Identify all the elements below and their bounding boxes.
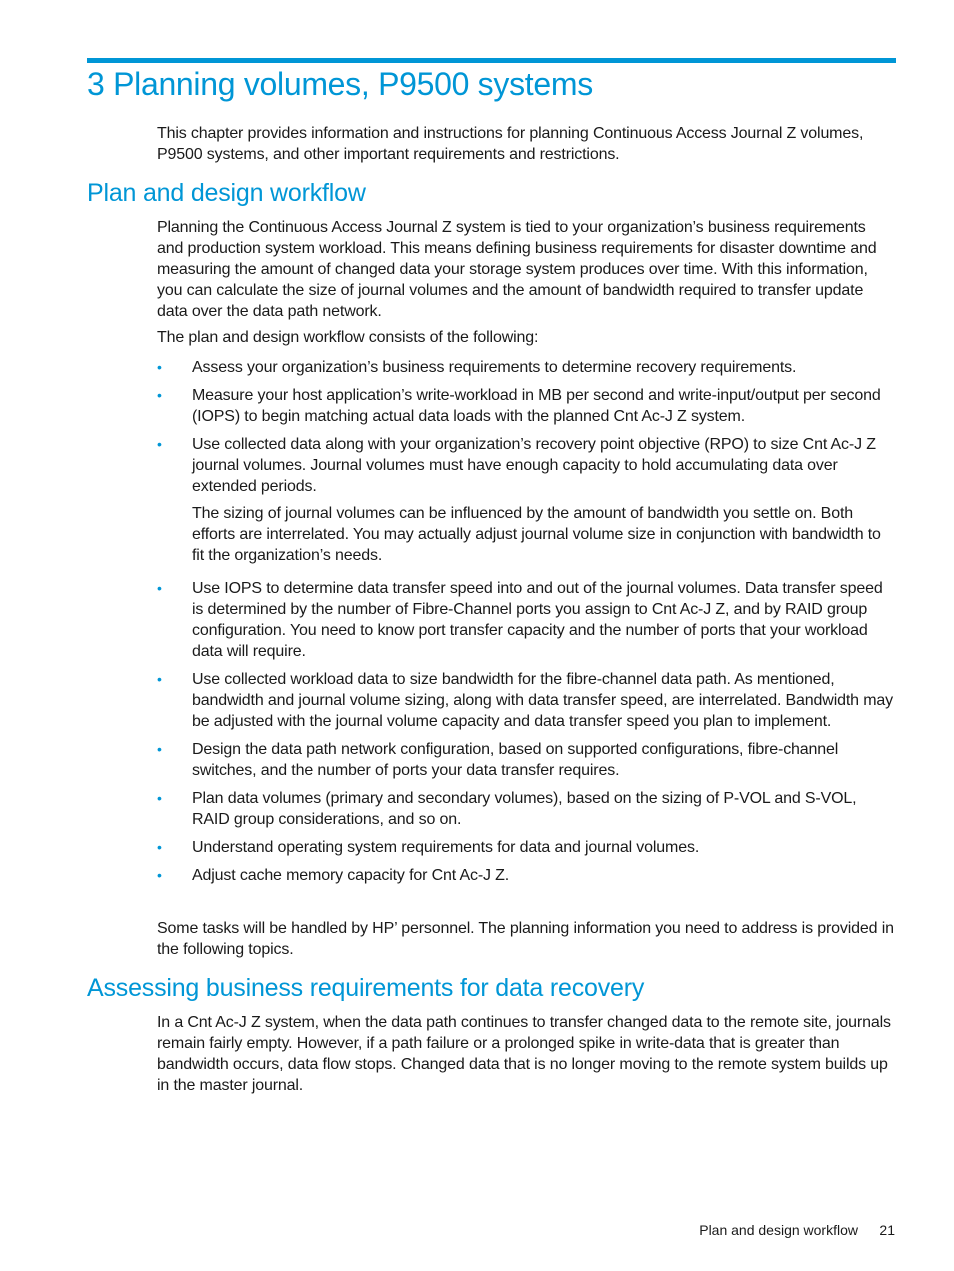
plan-paragraph-2: The plan and design workflow consists of the following: — [157, 329, 539, 346]
list-item — [157, 357, 896, 378]
chapter-title: 3 Planning volumes, P9500 systems — [87, 66, 593, 102]
list-item-text: Assess your organization’s business requirements to determine recovery requirements. — [192, 359, 797, 376]
section-heading-assess: Assessing business requirements for data recovery — [87, 974, 645, 1002]
list-item-subparagraph: The sizing of journal volumes can be influenced by the amount of bandwidth you settle on. Both efforts are interrelated. You may actually adjust journal volume size in conjunction with bandwidth to fit the organization’s needs. — [192, 505, 881, 564]
list-item — [157, 669, 896, 732]
list-item-text: Use collected data along with your organization’s recovery point objective (RPO) to size Cnt Ac-J Z journal volumes. Journal volumes must have enough capacity to hold accumulating data over extended periods. — [192, 436, 876, 495]
assess-paragraph-1: In a Cnt Ac-J Z system, when the data path continues to transfer changed data to the remote site, journals remain fairly empty. However, if a path failure or a prolonged spike in write-data that is greater than bandwidth occurs, data flow stops. Changed data that is no longer moving to the remote system builds up in the master journal. — [157, 1014, 891, 1094]
intro-paragraph: This chapter provides information and instructions for planning Continuous Access Journal Z volumes, P9500 systems, and other important requirements and restrictions. — [157, 125, 864, 163]
list-item-text: Measure your host application’s write-workload in MB per second and write-input/output per second (IOPS) to begin matching actual data loads with the planned Cnt Ac-J Z system. — [192, 387, 881, 425]
bullet-icon: • — [157, 580, 162, 596]
bullet-icon: • — [157, 867, 162, 883]
list-item-text: Design the data path network configuration, based on supported configurations, fibre-channel switches, and the number of ports your data transfer requires. — [192, 741, 839, 779]
list-item-text: Plan data volumes (primary and secondary volumes), based on the sizing of P-VOL and S-VOL, RAID group considerations, and so on. — [192, 790, 857, 828]
bullet-icon: • — [157, 436, 162, 452]
list-item-text: Use collected workload data to size bandwidth for the fibre-channel data path. As mentioned, bandwidth and journal volume sizing, along with data transfer speed, are interrelated. Bandwidth may be adjusted with the journal volume capacity and data transfer speed you plan to implement. — [192, 671, 893, 730]
bullet-icon: • — [157, 671, 162, 687]
list-item — [157, 739, 896, 781]
list-item — [157, 865, 896, 886]
list-item-text: Use IOPS to determine data transfer speed into and out of the journal volumes. Data transfer speed is determined by the number of Fibre-Channel ports you assign to Cnt Ac-J Z, and by RAID group configuration. You need to know port transfer capacity and the number of ports that your workload data will require. — [192, 580, 883, 660]
footer-section-title: Plan and design workflow — [699, 1222, 858, 1238]
bullet-icon: • — [157, 741, 162, 757]
plan-paragraph-3: Some tasks will be handled by HP’ personnel. The planning information you need to address is provided in the following topics. — [157, 920, 894, 958]
chapter-top-rule — [87, 58, 896, 63]
footer-page-number: 21 — [879, 1222, 895, 1238]
list-item — [157, 385, 896, 427]
list-item-text: Adjust cache memory capacity for Cnt Ac-J Z. — [192, 867, 510, 884]
list-item — [157, 788, 896, 830]
bullet-icon: • — [157, 359, 162, 375]
workflow-bullet-list — [157, 357, 896, 893]
bullet-icon: • — [157, 387, 162, 403]
list-item — [157, 578, 896, 662]
list-item — [157, 837, 896, 858]
bullet-icon: • — [157, 790, 162, 806]
bullet-icon: • — [157, 839, 162, 855]
list-item — [157, 434, 896, 566]
section-heading-plan: Plan and design workflow — [87, 179, 366, 207]
plan-paragraph-1: Planning the Continuous Access Journal Z system is tied to your organization’s business requirements and production system workload. This means defining business requirements for disaster downtime and measuring the amount of changed data your storage system produces over time. With this information, you can calculate the size of journal volumes and the amount of bandwidth required to transfer update data over the data path network. — [157, 219, 877, 320]
list-item-text: Understand operating system requirements for data and journal volumes. — [192, 839, 700, 856]
